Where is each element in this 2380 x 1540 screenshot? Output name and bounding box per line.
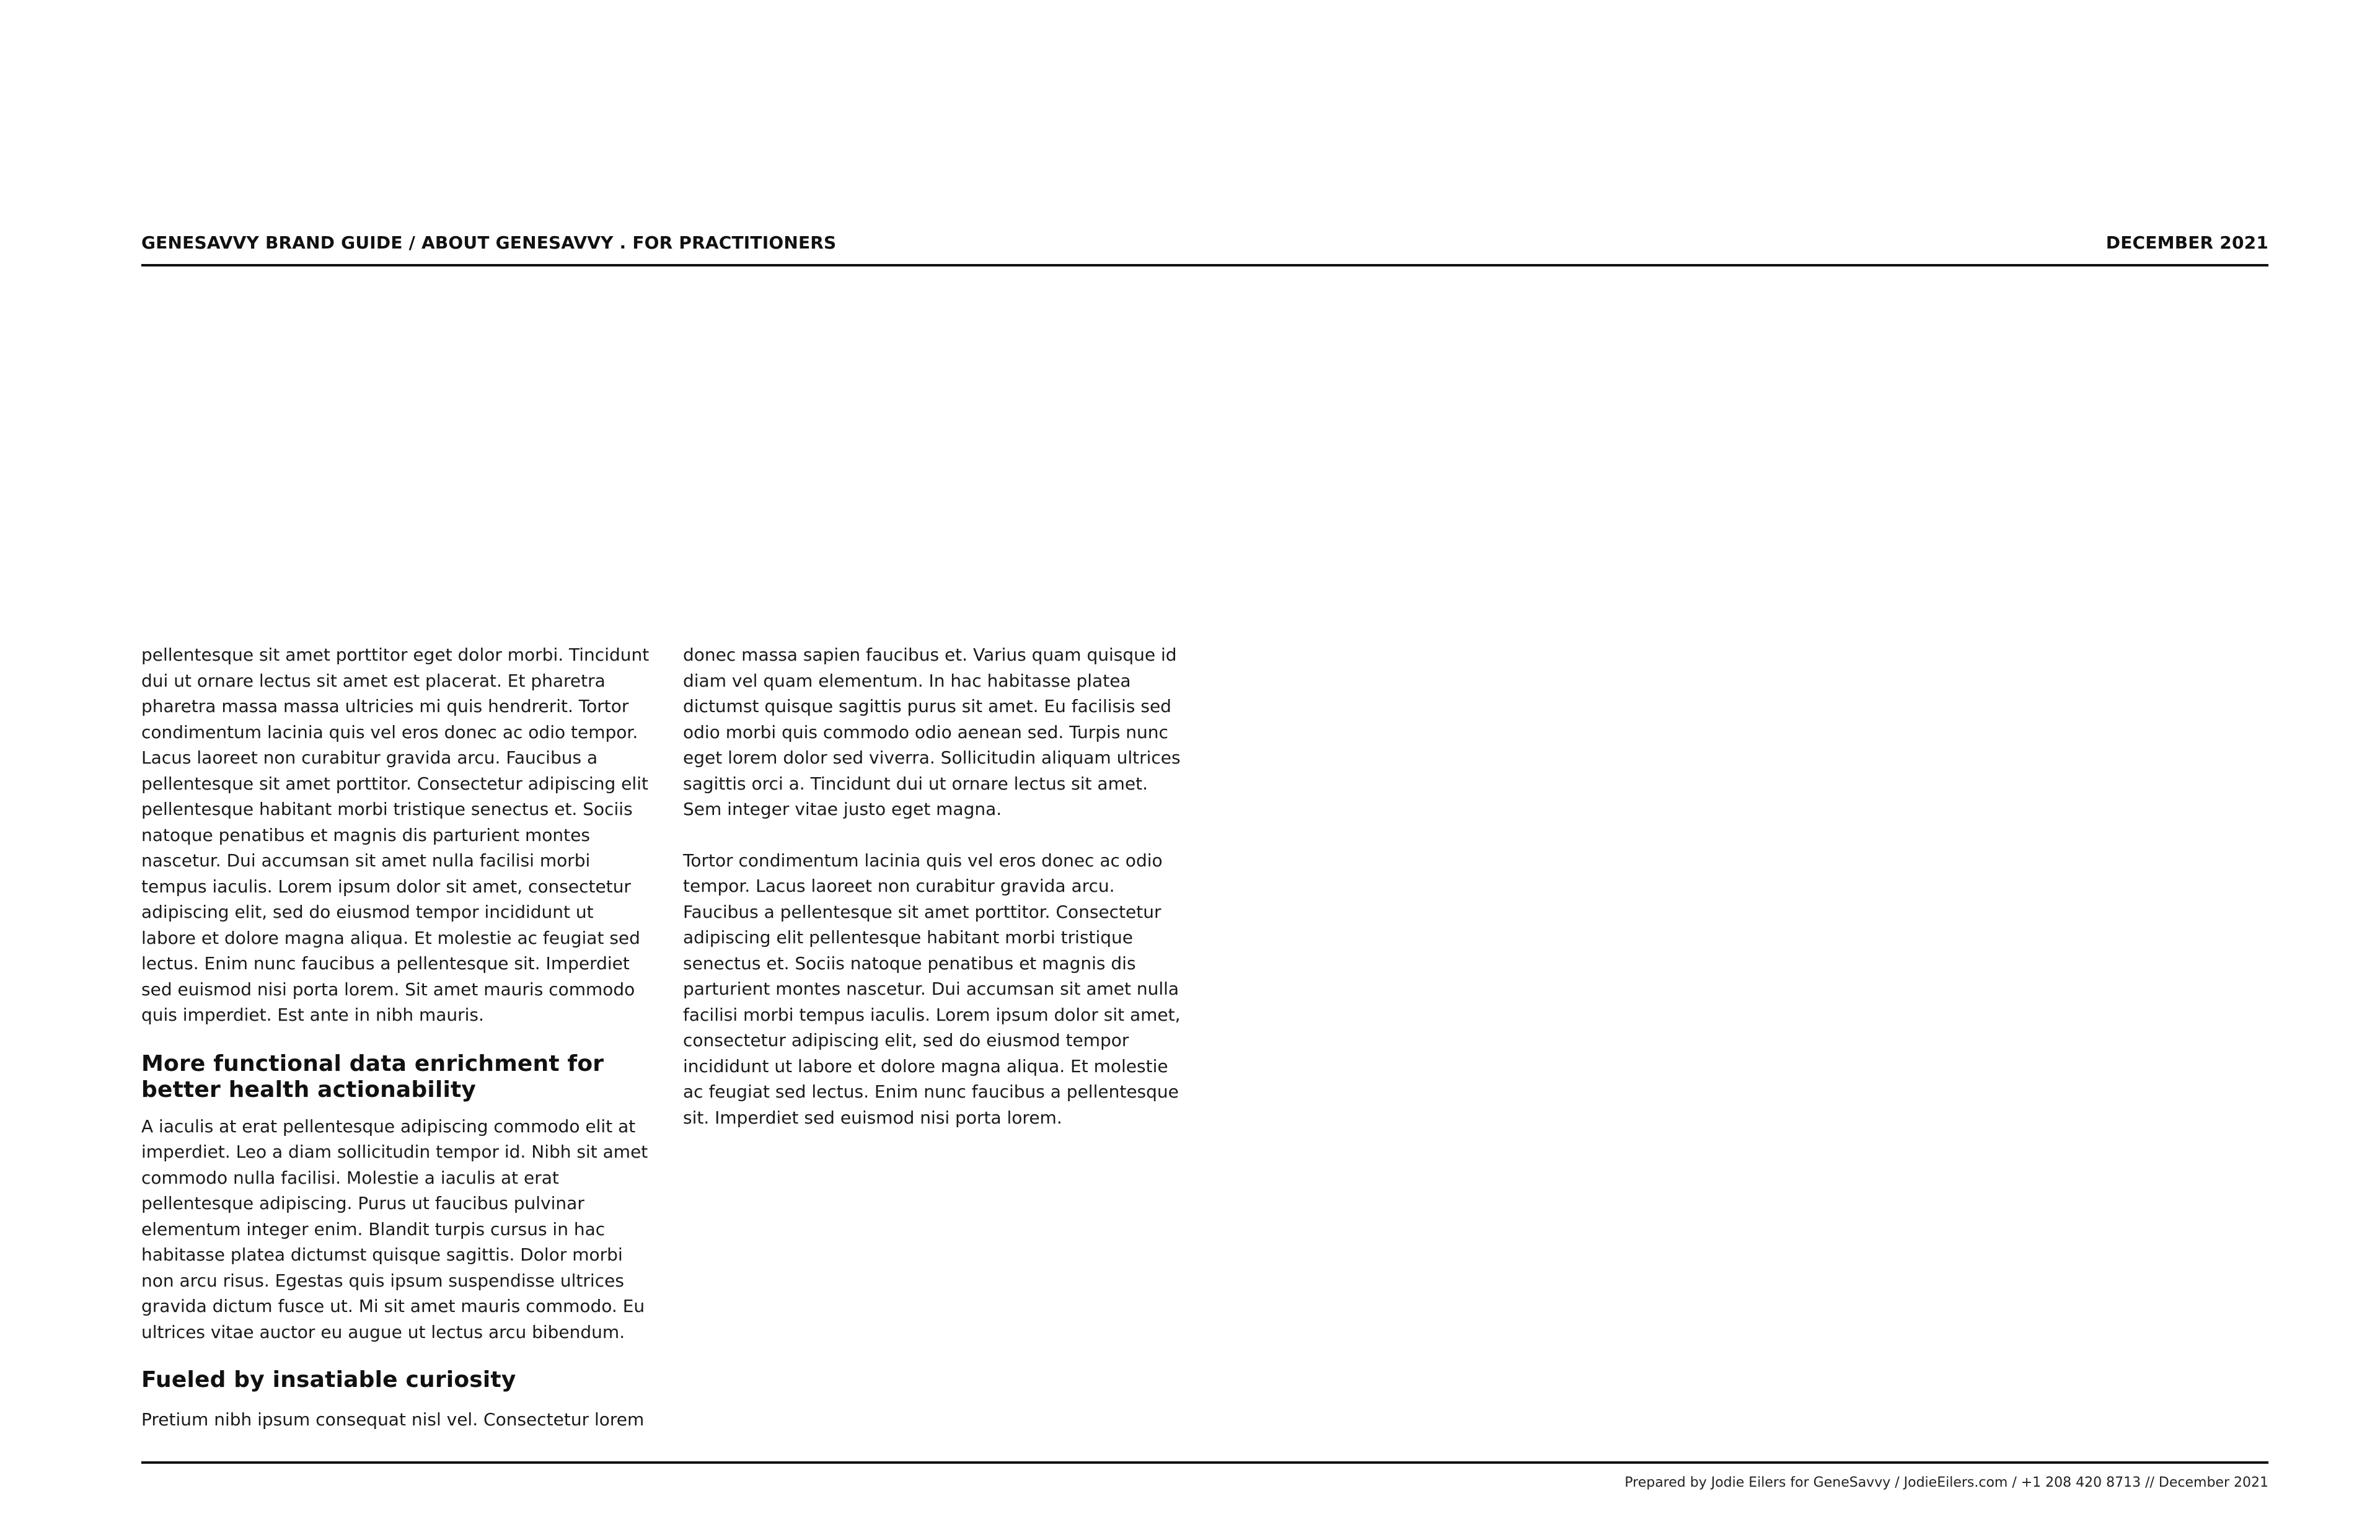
right-paragraph-2: Tortor condimentum lacinia quis vel eros donec ac odio tempor. Lacus laoreet non curabitur gravida arcu. Faucibus a pellentesque sit amet porttitor. Consectetur adipiscing elit pellentesque habitant morbi tristique senectus et. Sociis natoque penatibus et magnis dis parturient montes nascetur. Dui accumsan sit amet nulla facilisi morbi tempus iaculis. Lorem ipsum dolor sit amet, consectetur adipiscing elit, sed do eiusmod tempor incididunt ut labore et dolore magna aliqua. Et molestie ac feugiat sed lectus. Enim nunc faucibus a pellentesque sit. Imperdiet sed euismod nisi porta lorem. bbox=[683, 850, 1181, 1128]
text-column-right bbox=[683, 642, 1191, 1130]
curiosity-paragraph: Pretium nibh ipsum consequat nisl vel. Consectetur lorem bbox=[141, 1409, 645, 1430]
header-date: DECEMBER 2021 bbox=[2105, 232, 2268, 253]
page-footer bbox=[141, 1461, 2268, 1490]
page-header bbox=[141, 229, 2268, 266]
intro-paragraph: pellentesque sit amet porttitor eget dolor morbi. Tincidunt dui ut ornare lectus sit amet est placerat. Et pharetra pharetra massa massa ultricies mi quis hendrerit. Tortor condimentum lacinia quis vel eros donec ac odio tempor. Lacus laoreet non curabitur gravida arcu. Faucibus a pellentesque sit amet porttitor. Consectetur adipiscing elit pellentesque habitant morbi tristique senectus et. Sociis natoque penatibus et magnis dis parturient montes nascetur. Dui accumsan sit amet nulla facilisi morbi tempus iaculis. Lorem ipsum dolor sit amet, consectetur adipiscing elit, sed do eiusmod tempor incididunt ut labore et dolore magna aliqua. Et molestie ac feugiat sed lectus. Enim nunc faucibus a pellentesque sit. Imperdiet sed euismod nisi porta lorem. Sit amet mauris commodo quis imperdiet. Est ante in nibh mauris. bbox=[141, 645, 650, 1025]
right-paragraph-1: donec massa sapien faucibus et. Varius quam quisque id diam vel quam elementum. In hac habitasse platea dictumst quisque sagittis purus sit amet. Eu facilisis sed odio morbi quis commodo odio aenean sed. Turpis nunc eget lorem dolor sed viverra. Sollicitudin aliquam ultrices sagittis orci a. Tincidunt dui ut ornare lectus sit amet. Sem integer vitae justo eget magna. bbox=[683, 645, 1181, 819]
header-section-title: GENESAVVY BRAND GUIDE / ABOUT GENESAVVY . FOR PRACTITIONERS bbox=[141, 232, 837, 253]
footer-credits: Prepared by Jodie Eilers for GeneSavvy / JodieEilers.com / +1 208 420 8713 // December 2021 bbox=[1624, 1475, 2268, 1490]
section-heading-data-enrichment: More functional data enrichment for better health actionability bbox=[141, 1050, 604, 1102]
section-heading-curiosity: Fueled by insatiable curiosity bbox=[141, 1367, 516, 1393]
text-column-left bbox=[141, 642, 650, 1433]
data-enrichment-paragraph: A iaculis at erat pellentesque adipiscing commodo elit at imperdiet. Leo a diam sollicitudin tempor id. Nibh sit amet commodo nulla facilisi. Molestie a iaculis at erat pellentesque adipiscing. Purus ut faucibus pulvinar elementum integer enim. Blandit turpis cursus in hac habitasse platea dictumst quisque sagittis. Dolor morbi non arcu risus. Egestas quis ipsum suspendisse ultrices gravida dictum fusce ut. Mi sit amet mauris commodo. Eu ultrices vitae auctor eu augue ut lectus arcu bibendum. bbox=[141, 1115, 648, 1342]
